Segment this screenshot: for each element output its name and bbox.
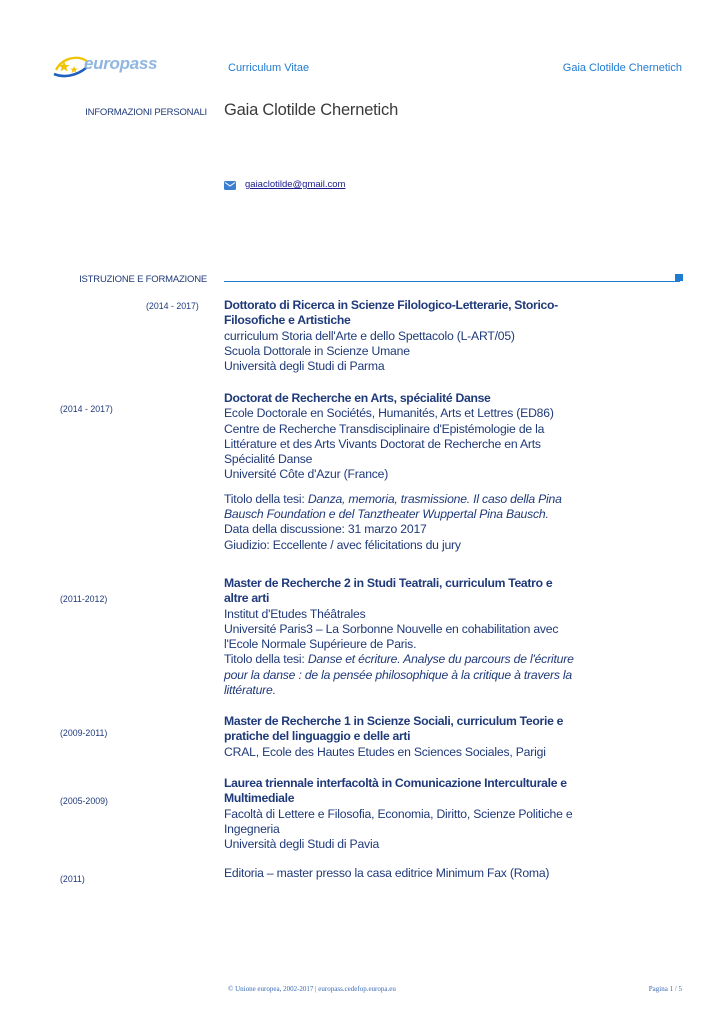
- entry-title: Master de Recherche 2 in Studi Teatrali, curriculum Teatro e: [224, 576, 553, 590]
- thesis-title: Danza, memoria, trasmissione. Il caso della Pina: [307, 491, 562, 506]
- thesis-line: [224, 492, 614, 507]
- full-name: Gaia Clotilde Chernetich: [224, 101, 399, 119]
- entry-title: altre arti: [224, 591, 270, 606]
- entry-line: Université Paris3 – La Sorbonne Nouvelle en cohabilitation avec: [224, 621, 559, 636]
- entry-line: Università degli Studi di Pavia: [224, 837, 380, 852]
- thesis-line: [224, 652, 614, 667]
- document-title: Curriculum Vitae: [228, 62, 310, 74]
- entry-line: Facoltà di Lettere e Filosofia, Economia, Diritto, Scienze Politiche e: [224, 806, 573, 821]
- section-divider-marker: [675, 274, 683, 281]
- email-link[interactable]: gaiaclotilde@gmail.com: [245, 179, 346, 190]
- entry-line: l'Ecole Normale Supérieure de Paris.: [224, 637, 417, 652]
- entry-line: Editoria – master presso la casa editrice Minimum Fax (Roma): [224, 866, 550, 880]
- entry-line: Ecole Doctorale en Sociétés, Humanités, Arts et Lettres (ED86): [224, 406, 554, 421]
- thesis-title: Bausch Foundation e del Tanztheater Wuppertal Pina Bausch.: [224, 507, 549, 522]
- personal-info-label: INFORMAZIONI PERSONALI: [85, 107, 207, 118]
- entry-title: Laurea triennale interfacoltà in Comunicazione Interculturale e: [224, 776, 567, 790]
- education-entry: [224, 298, 614, 374]
- entry-line: CRAL, Ecole des Hautes Etudes en Sciences Sociales, Parigi: [224, 744, 546, 759]
- thesis-label: Titolo della tesi:: [224, 652, 308, 667]
- europass-wordmark: europass: [84, 54, 158, 73]
- europass-logo: [50, 52, 158, 82]
- education-entry: [224, 714, 614, 760]
- entry-line: Institut d'Etudes Théâtrales: [224, 606, 366, 621]
- defense-date: Data della discussione: 31 marzo 2017: [224, 522, 427, 537]
- entry-line: Littérature et des Arts Vivants Doctorat de Recherche en Arts: [224, 436, 541, 451]
- header-name: Gaia Clotilde Chernetich: [562, 62, 682, 74]
- entry-date: (2009-2011): [60, 728, 108, 738]
- entry-date: (2014 - 2017): [60, 404, 113, 414]
- education-entry: [224, 576, 614, 698]
- entry-title: Multimediale: [224, 791, 295, 806]
- footer-copyright: © Unione europea, 2002-2017 | europass.cedefop.europa.eu: [228, 985, 396, 993]
- education-entry: [224, 391, 614, 553]
- entry-date: (2011): [60, 874, 85, 884]
- email-icon: [224, 181, 236, 190]
- entry-line: Centre de Recherche Transdisciplinaire d'Epistémologie de la: [224, 421, 545, 436]
- page-number: Pagina 1 / 5: [648, 985, 682, 993]
- entry-title: pratiche del linguaggio e delle arti: [224, 729, 411, 744]
- education-section-label: ISTRUZIONE E FORMAZIONE: [79, 274, 207, 285]
- section-divider: [224, 281, 680, 282]
- thesis-label: Titolo della tesi:: [224, 491, 308, 506]
- thesis-title: pour la danse : de la pensée philosophique à la critique à travers la: [224, 667, 572, 682]
- entry-title: Filosofiche e Artistiche: [224, 313, 351, 328]
- entry-title: Master de Recherche 1 in Scienze Sociali, curriculum Teorie e: [224, 714, 564, 728]
- entry-date: (2014 - 2017): [146, 301, 199, 311]
- entry-date: (2005-2009): [60, 796, 108, 806]
- entry-title: Doctorat de Recherche en Arts, spécialité Danse: [224, 391, 491, 405]
- entry-line: Università degli Studi di Parma: [224, 359, 385, 374]
- entry-date: (2011-2012): [60, 594, 108, 604]
- education-entry: [224, 866, 614, 881]
- entry-line: Université Côte d'Azur (France): [224, 467, 389, 482]
- entry-line: Spécialité Danse: [224, 452, 313, 467]
- entry-title: Dottorato di Ricerca in Scienze Filologico-Letterarie, Storico-: [224, 298, 558, 312]
- entry-line: curriculum Storia dell'Arte e dello Spettacolo (L-ART/05): [224, 328, 515, 343]
- thesis-title: Danse et écriture. Analyse du parcours de l'écriture: [307, 652, 574, 667]
- education-entry: [224, 776, 614, 852]
- entry-line: Ingegneria: [224, 821, 280, 836]
- thesis-title: littérature.: [224, 683, 276, 698]
- entry-line: Scuola Dottorale in Scienze Umane: [224, 343, 410, 358]
- grade: Giudizio: Eccellente / avec félicitations du jury: [224, 537, 461, 552]
